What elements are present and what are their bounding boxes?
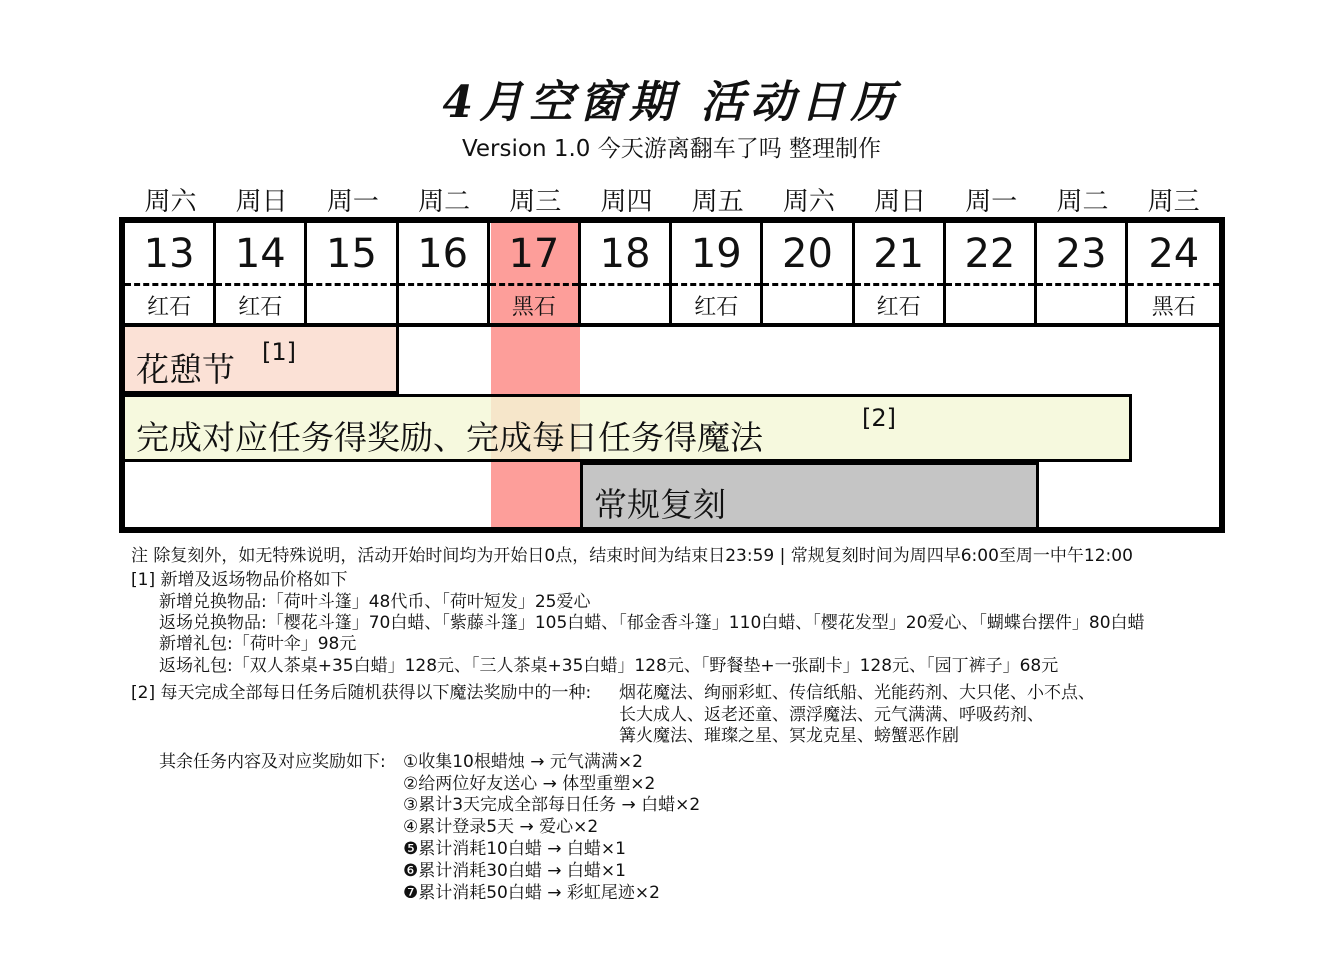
day-number: 16 (417, 231, 469, 277)
weekday-label: 周一 (326, 187, 379, 217)
weekday-label: 周一 (965, 187, 1018, 217)
day-cell (490, 223, 581, 323)
other-task-item: ②给两位好友送心 → 体型重塑×2 (403, 774, 656, 794)
weekday-label: 周五 (691, 187, 744, 217)
other-tasks-title: 其余任务内容及对应奖励如下: (159, 752, 386, 772)
day-cell (1128, 223, 1219, 323)
weekday-label: 周二 (1056, 187, 1109, 217)
main-note: 注 除复刻外，如无特殊说明，活动开始时间均为开始日0点，结束时间为结束日23:59 | 常规复刻时间为周四早6:00至周一中午12:00 (131, 546, 1133, 566)
day-divider (672, 283, 760, 286)
weekday-label: 周三 (1147, 187, 1200, 217)
stone-label: 红石 (694, 295, 739, 320)
note-1-line: 返场礼包:「双人茶桌+35白蜡」128元、「三人茶桌+35白蜡」128元、「野餐垫+一张副卡」128元、「园丁裤子」68元 (159, 656, 1059, 676)
day-divider (581, 283, 669, 286)
rerun-event-label: 常规复刻 (594, 485, 726, 524)
stone-label: 黑石 (1151, 295, 1196, 320)
other-task-item: ❻累计消耗30白蜡 → 白蜡×1 (403, 861, 626, 881)
day-number: 21 (873, 231, 925, 277)
note-1-line: 新增礼包:「荷叶伞」98元 (159, 634, 357, 654)
day-divider (399, 283, 487, 286)
day-divider (763, 283, 851, 286)
other-task-item: ①收集10根蜡烛 → 元气满满×2 (403, 752, 643, 772)
stone-label: 黑石 (511, 295, 556, 320)
day-cell (307, 223, 398, 323)
note-1-line: 返场兑换物品:「樱花斗篷」70白蜡、「紫藤斗篷」105白蜡、「郁金香斗篷」110白蜡、「樱花发型」20爱心、「蝴蝶台摆件」80白蜡 (159, 613, 1145, 633)
day-number: 22 (964, 231, 1016, 277)
magic-list-line: 长大成人、返老还童、漂浮魔法、元气满满、呼吸药剂、 (619, 705, 1044, 725)
day-divider (855, 283, 943, 286)
other-task-item: ❺累计消耗10白蜡 → 白蜡×1 (403, 839, 626, 859)
day-cell (1037, 223, 1128, 323)
festival-note-ref: [1] (262, 338, 296, 366)
day-number: 13 (143, 231, 195, 277)
day-divider (216, 283, 304, 286)
stone-label: 红石 (238, 295, 283, 320)
note-1-title: [1] 新增及返场物品价格如下 (131, 570, 348, 590)
other-task-item: ❼累计消耗50白蜡 → 彩虹尾迹×2 (403, 883, 660, 903)
weekday-label: 周三 (509, 187, 562, 217)
day-divider (1037, 283, 1125, 286)
page-title: 4月空窗期 活动日历 (442, 77, 901, 128)
day-number: 14 (234, 231, 286, 277)
day-divider (307, 283, 395, 286)
day-number: 23 (1055, 231, 1107, 277)
day-cell (581, 223, 672, 323)
day-divider (490, 283, 578, 286)
task-event-label: 完成对应任务得奖励、完成每日任务得魔法 (136, 418, 763, 457)
other-task-item: ③累计3天完成全部每日任务 → 白蜡×2 (403, 795, 701, 815)
other-task-item: ④累计登录5天 → 爱心×2 (403, 817, 599, 837)
day-cell (399, 223, 490, 323)
day-number: 19 (690, 231, 742, 277)
day-cell (216, 223, 307, 323)
day-cell (763, 223, 854, 323)
magic-list-line: 烟花魔法、绚丽彩虹、传信纸船、光能药剂、大只佬、小不点、 (619, 683, 1095, 703)
weekday-label: 周四 (600, 187, 653, 217)
day-number: 18 (599, 231, 651, 277)
stone-label: 红石 (876, 295, 921, 320)
magic-list-line: 篝火魔法、璀璨之星、冥龙克星、螃蟹恶作剧 (619, 726, 959, 746)
day-divider (1128, 283, 1219, 286)
weekday-label: 周二 (418, 187, 471, 217)
note-1-line: 新增兑换物品:「荷叶斗篷」48代币、「荷叶短发」25爱心 (159, 592, 591, 612)
day-cell (672, 223, 763, 323)
task-note-ref: [2] (862, 404, 896, 432)
festival-event-label: 花憩节 (136, 350, 235, 389)
weekday-label: 周六 (144, 187, 197, 217)
day-cell (855, 223, 946, 323)
note-2-title: [2] 每天完成全部每日任务后随机获得以下魔法奖励中的一种: (131, 683, 592, 703)
day-divider (125, 283, 213, 286)
day-number: 15 (326, 231, 377, 277)
day-cell (946, 223, 1037, 323)
weekday-label: 周日 (235, 187, 288, 217)
weekday-label: 周六 (782, 187, 835, 217)
day-number: 17 (508, 231, 560, 277)
weekday-label: 周日 (874, 187, 927, 217)
day-cell (125, 223, 216, 323)
day-number: 20 (782, 231, 833, 277)
day-divider (946, 283, 1034, 286)
page-subtitle: Version 1.0 今天游离翻车了吗 整理制作 (461, 136, 882, 162)
day-number: 24 (1148, 231, 1200, 277)
stone-label: 红石 (147, 295, 192, 320)
